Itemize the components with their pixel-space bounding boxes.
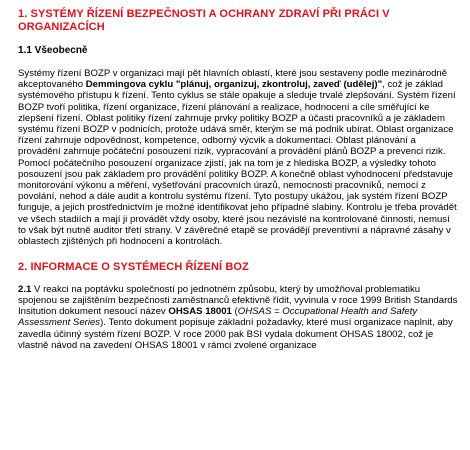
ohsas-expansion: OHSAS = Occupational Health and Safety Assessment Series	[18, 306, 418, 329]
paragraph-text: , což je základ systémového přístupu k řízení. Tento cyklus se stále opakuje a sleduje trvalé zlepšování. Systém řízení BOZP tvoří politika, řízení organizace, řízení plánování a realizace, hodnocení a cíle směřující ke zlepšení řízení. Oblast politiky řízení zahrnuje prvky politiky BOZP a účasti pracovníků a je základem systému řízení BOZP v podnicích, protože udává směr, kterým se má podnik ubírat. Oblast organizace řízení zahrnuje odpovědnost, kompetence, odborný výcvik a dokumentaci. Oblast plánování a provádění zahrnuje počáteční posouzení rizik, vypracování a provádění plánů BOZP a prevenci rizik. Pomocí počátečního posouzení organizace zjistí, jak na tom je z hlediska BOZP, a výsledky tohoto posouzení jsou pak základem pro provádění politiky BOZP. A konečně oblast vyhodnocení představuje monitorování výkonu a měření, vyšetřování pracovních úrazů, nemocnosti pracovníků, nemocí z povolání, nehod a dále audit a kontrolu systému řízení. Tyto postupy ukážou, jak systém řízení BOZP funguje, a jejich prostřednictvím je možné identifikovat jeho případné slabiny. Kontrolu je třeba provádět ve všech stadiích a mají ji provádět vždy osoby, které jsou nezávislé na kontrolované činnosti, nemusí to však být nutně auditor třetí strany. V závěrečné etapě se provádějí preventivní a nápravné zásahy v oblastech zjištěných při hodnocení a kontrolách.	[18, 79, 457, 248]
section-1-1-subheading: 1.1 Všeobecně	[18, 45, 88, 56]
ohsas-name: OHSAS 18001	[168, 306, 232, 318]
paragraph-text: ). Tento dokument popisuje základní požadavky, které musí organizace naplnit, aby zavedla účinný systém řízení BOZP. V roce 2000 pak BSI vydala dokument OHSAS 18002, což je vlastně návod na zavedení OHSAS 18001 v rámci zvolené organizace	[18, 317, 453, 351]
section-2-heading: 2. INFORMACE O SYSTÉMECH ŘÍZENÍ BOZ	[18, 261, 249, 274]
document-page	[18, 8, 458, 351]
paragraph-text: (	[231, 306, 238, 318]
paragraph-text: V reakci na poptávku společností po jednotném způsobu, který by umožňoval problematiku spojenou se zajištěním bezpečnosti zaměstnanců efektivně řídit, vyvinula v roce 1999 British Standards Insitution dokument nesoucí název	[18, 283, 458, 318]
section-1-1-paragraph	[18, 68, 458, 247]
demming-cycle-text: Demmingova cyklu "plánuj, organizuj, zkontroluj, zaveď (udělej)"	[85, 79, 383, 91]
paragraph-number: 2.1	[18, 283, 32, 295]
paragraph-text: Systémy řízení BOZP v organizaci mají pět hlavních oblastí, které jsou sestaveny podle mezinárodně akceptovaného	[18, 68, 448, 91]
section-1-heading: 1. SYSTÉMY ŘÍZENÍ BEZPEČNOSTI A OCHRANY ZDRAVÍ PŘI PRÁCI V ORGANIZACÍCH	[18, 8, 390, 33]
section-2-1-paragraph	[18, 284, 458, 351]
